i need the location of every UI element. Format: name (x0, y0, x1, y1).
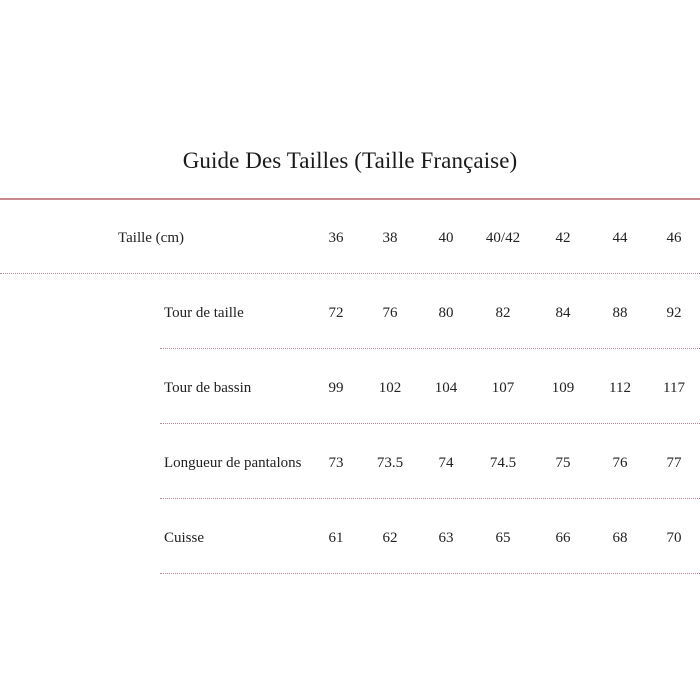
row-divider (160, 348, 700, 349)
row-label-tour-de-taille: Tour de taille (164, 305, 244, 321)
table-cell: 117 (663, 380, 685, 396)
size-col-40-42: 40/42 (485, 230, 521, 246)
size-col-40: 40 (438, 230, 454, 246)
header-divider (0, 273, 700, 274)
title-divider (0, 198, 700, 200)
size-header-label: Taille (cm) (118, 230, 184, 246)
table-cell: 63 (438, 530, 454, 546)
table-cell: 66 (555, 530, 571, 546)
row-label-longueur-de-pantalons: Longueur de pantalons (164, 455, 302, 471)
table-cell: 77 (666, 455, 682, 471)
table-cell: 84 (555, 305, 571, 321)
table-cell: 65 (495, 530, 511, 546)
table-cell: 82 (495, 305, 511, 321)
table-cell: 73.5 (376, 455, 404, 471)
table-cell: 68 (612, 530, 628, 546)
table-cell: 80 (438, 305, 454, 321)
table-cell: 61 (328, 530, 344, 546)
row-divider (160, 573, 700, 574)
table-cell: 76 (612, 455, 628, 471)
table-cell: 102 (378, 380, 402, 396)
table-cell: 99 (328, 380, 344, 396)
table-cell: 62 (382, 530, 398, 546)
row-label-cuisse: Cuisse (164, 530, 205, 546)
table-cell: 73 (328, 455, 344, 471)
table-cell: 74 (438, 455, 454, 471)
table-cell: 76 (382, 305, 398, 321)
table-cell: 109 (551, 380, 575, 396)
table-cell: 74.5 (489, 455, 517, 471)
table-cell: 75 (555, 455, 571, 471)
table-cell: 112 (609, 380, 631, 396)
size-col-38: 38 (382, 230, 398, 246)
table-cell: 107 (491, 380, 515, 396)
page-title: Guide Des Tailles (Taille Française) (182, 148, 518, 173)
row-label-tour-de-bassin: Tour de bassin (164, 380, 252, 396)
table-cell: 88 (612, 305, 628, 321)
table-cell: 70 (666, 530, 682, 546)
table-cell: 92 (666, 305, 682, 321)
row-divider (160, 498, 700, 499)
size-col-46: 46 (666, 230, 682, 246)
table-cell: 104 (434, 380, 458, 396)
size-col-44: 44 (612, 230, 628, 246)
size-col-36: 36 (328, 230, 344, 246)
row-divider (160, 423, 700, 424)
table-cell: 72 (328, 305, 344, 321)
size-col-42: 42 (555, 230, 571, 246)
